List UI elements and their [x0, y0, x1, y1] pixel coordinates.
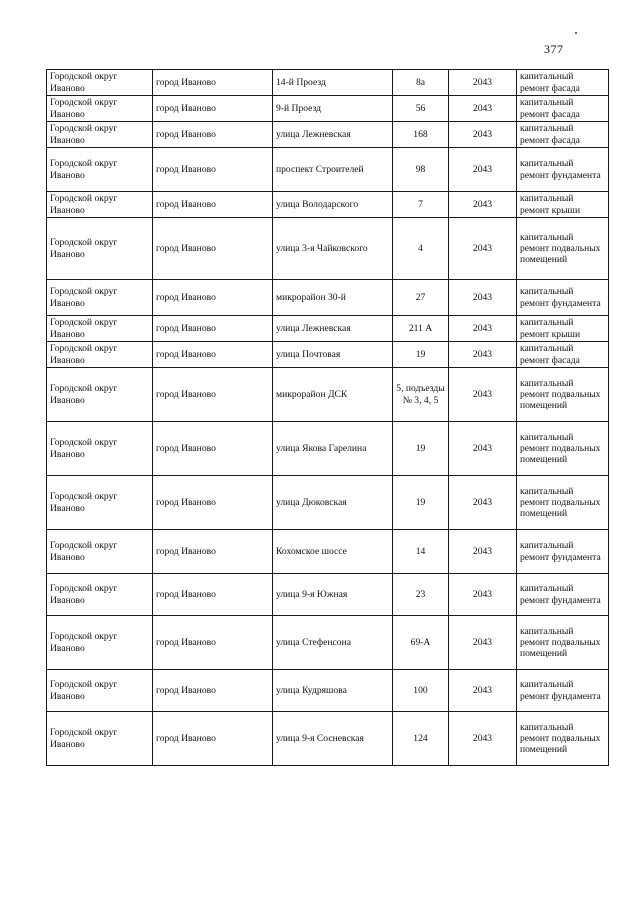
work-type-cell: капитальный ремонт крыши	[517, 192, 609, 218]
district-cell: Городской округ Иваново	[47, 476, 153, 530]
city-cell: город Иваново	[153, 616, 273, 670]
house-number-cell: 124	[393, 712, 449, 766]
city-cell: город Иваново	[153, 530, 273, 574]
house-number-cell: 19	[393, 476, 449, 530]
house-number-cell: 100	[393, 670, 449, 712]
street-cell: Кохомское шоссе	[273, 530, 393, 574]
city-cell: город Иваново	[153, 476, 273, 530]
table-row	[47, 476, 609, 530]
house-number-cell: 14	[393, 530, 449, 574]
year-cell: 2043	[449, 280, 517, 316]
street-cell: улица Володарского	[273, 192, 393, 218]
work-type-cell: капитальный ремонт подвальных помещений	[517, 218, 609, 280]
scan-speck	[575, 32, 577, 34]
street-cell: улица 3-я Чайковского	[273, 218, 393, 280]
work-type-cell: капитальный ремонт фундамента	[517, 530, 609, 574]
city-cell: город Иваново	[153, 70, 273, 96]
district-cell: Городской округ Иваново	[47, 148, 153, 192]
year-cell: 2043	[449, 192, 517, 218]
district-cell: Городской округ Иваново	[47, 96, 153, 122]
year-cell: 2043	[449, 670, 517, 712]
table-row	[47, 368, 609, 422]
city-cell: город Иваново	[153, 422, 273, 476]
table-row	[47, 530, 609, 574]
district-cell: Городской округ Иваново	[47, 574, 153, 616]
street-cell: улица Лежневская	[273, 122, 393, 148]
city-cell: город Иваново	[153, 342, 273, 368]
table-row	[47, 122, 609, 148]
table-row	[47, 712, 609, 766]
year-cell: 2043	[449, 574, 517, 616]
work-type-cell: капитальный ремонт фундамента	[517, 148, 609, 192]
house-number-cell: 19	[393, 422, 449, 476]
city-cell: город Иваново	[153, 574, 273, 616]
district-cell: Городской округ Иваново	[47, 422, 153, 476]
house-number-cell: 19	[393, 342, 449, 368]
street-cell: 9-й Проезд	[273, 96, 393, 122]
work-type-cell: капитальный ремонт фасада	[517, 342, 609, 368]
street-cell: улица 9-я Южная	[273, 574, 393, 616]
house-number-cell: 56	[393, 96, 449, 122]
work-type-cell: капитальный ремонт фасада	[517, 96, 609, 122]
year-cell: 2043	[449, 316, 517, 342]
repair-schedule-table	[46, 69, 609, 766]
table-row	[47, 280, 609, 316]
table-row	[47, 192, 609, 218]
district-cell: Городской округ Иваново	[47, 530, 153, 574]
table-row	[47, 96, 609, 122]
street-cell: улица 9-я Сосневская	[273, 712, 393, 766]
year-cell: 2043	[449, 70, 517, 96]
year-cell: 2043	[449, 148, 517, 192]
year-cell: 2043	[449, 530, 517, 574]
house-number-cell: 211 А	[393, 316, 449, 342]
work-type-cell: капитальный ремонт фундамента	[517, 280, 609, 316]
table-row	[47, 616, 609, 670]
city-cell: город Иваново	[153, 192, 273, 218]
district-cell: Городской округ Иваново	[47, 70, 153, 96]
street-cell: микрорайон ДСК	[273, 368, 393, 422]
city-cell: город Иваново	[153, 316, 273, 342]
district-cell: Городской округ Иваново	[47, 280, 153, 316]
year-cell: 2043	[449, 616, 517, 670]
year-cell: 2043	[449, 342, 517, 368]
table-row	[47, 574, 609, 616]
table-row	[47, 148, 609, 192]
street-cell: 14-й Проезд	[273, 70, 393, 96]
district-cell: Городской округ Иваново	[47, 670, 153, 712]
work-type-cell: капитальный ремонт крыши	[517, 316, 609, 342]
city-cell: город Иваново	[153, 218, 273, 280]
district-cell: Городской округ Иваново	[47, 368, 153, 422]
work-type-cell: капитальный ремонт подвальных помещений	[517, 616, 609, 670]
work-type-cell: капитальный ремонт подвальных помещений	[517, 368, 609, 422]
district-cell: Городской округ Иваново	[47, 316, 153, 342]
district-cell: Городской округ Иваново	[47, 218, 153, 280]
house-number-cell: 27	[393, 280, 449, 316]
street-cell: улица Кудряшова	[273, 670, 393, 712]
house-number-cell: 23	[393, 574, 449, 616]
table-row	[47, 342, 609, 368]
house-number-cell: 168	[393, 122, 449, 148]
street-cell: микрорайон 30-й	[273, 280, 393, 316]
house-number-cell: 4	[393, 218, 449, 280]
district-cell: Городской округ Иваново	[47, 712, 153, 766]
year-cell: 2043	[449, 218, 517, 280]
district-cell: Городской округ Иваново	[47, 342, 153, 368]
street-cell: улица Якова Гарелина	[273, 422, 393, 476]
year-cell: 2043	[449, 122, 517, 148]
year-cell: 2043	[449, 712, 517, 766]
house-number-cell: 98	[393, 148, 449, 192]
city-cell: город Иваново	[153, 712, 273, 766]
house-number-cell: 69-А	[393, 616, 449, 670]
city-cell: город Иваново	[153, 148, 273, 192]
work-type-cell: капитальный ремонт фасада	[517, 122, 609, 148]
table-row	[47, 218, 609, 280]
city-cell: город Иваново	[153, 96, 273, 122]
work-type-cell: капитальный ремонт подвальных помещений	[517, 712, 609, 766]
street-cell: проспект Строителей	[273, 148, 393, 192]
district-cell: Городской округ Иваново	[47, 192, 153, 218]
year-cell: 2043	[449, 368, 517, 422]
district-cell: Городской округ Иваново	[47, 122, 153, 148]
street-cell: улица Стефенсона	[273, 616, 393, 670]
work-type-cell: капитальный ремонт подвальных помещений	[517, 476, 609, 530]
street-cell: улица Почтовая	[273, 342, 393, 368]
street-cell: улица Лежневская	[273, 316, 393, 342]
year-cell: 2043	[449, 422, 517, 476]
city-cell: город Иваново	[153, 122, 273, 148]
city-cell: город Иваново	[153, 368, 273, 422]
work-type-cell: капитальный ремонт подвальных помещений	[517, 422, 609, 476]
work-type-cell: капитальный ремонт фасада	[517, 70, 609, 96]
table-row	[47, 316, 609, 342]
year-cell: 2043	[449, 476, 517, 530]
city-cell: город Иваново	[153, 670, 273, 712]
work-type-cell: капитальный ремонт фундамента	[517, 670, 609, 712]
page-number: 377	[544, 42, 564, 56]
city-cell: город Иваново	[153, 280, 273, 316]
district-cell: Городской округ Иваново	[47, 616, 153, 670]
work-type-cell: капитальный ремонт фундамента	[517, 574, 609, 616]
table-row	[47, 422, 609, 476]
house-number-cell: 8а	[393, 70, 449, 96]
house-number-cell: 5, подъезды № 3, 4, 5	[393, 368, 449, 422]
year-cell: 2043	[449, 96, 517, 122]
street-cell: улица Дюковская	[273, 476, 393, 530]
house-number-cell: 7	[393, 192, 449, 218]
table-row	[47, 70, 609, 96]
table-row	[47, 670, 609, 712]
